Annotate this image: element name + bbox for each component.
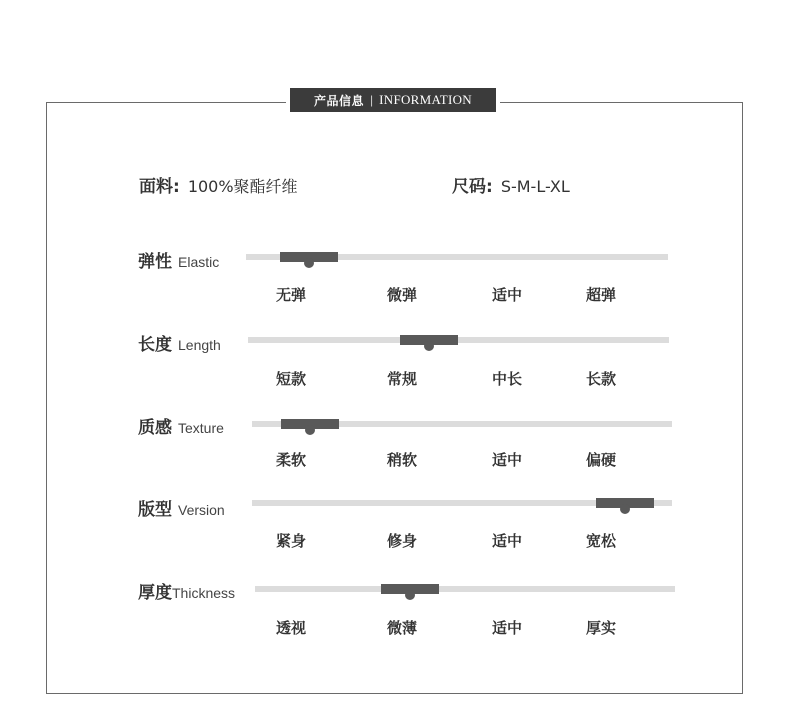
option-label: 适中 (492, 619, 523, 637)
fabric-label: 面料: (139, 177, 180, 197)
attribute-label-version (138, 495, 225, 520)
thickness-track (255, 586, 675, 592)
option-label: 无弹 (276, 286, 307, 304)
option-label: 稍软 (387, 451, 418, 469)
option-label: 适中 (492, 532, 523, 550)
attribute-label-texture (138, 413, 224, 438)
elastic-track (246, 254, 668, 260)
texture-marker (281, 419, 339, 429)
attribute-label-en: Elastic (178, 254, 220, 270)
texture-track (252, 421, 672, 427)
attribute-label-cn: 弹性 (138, 252, 172, 272)
attribute-label-en: Thickness (172, 585, 236, 601)
attribute-label-elastic (138, 247, 219, 272)
option-label: 透视 (276, 619, 307, 637)
attribute-label-cn: 版型 (138, 500, 172, 520)
option-label: 常规 (387, 370, 418, 388)
attribute-label-cn: 质感 (138, 418, 172, 438)
version-marker (596, 498, 654, 508)
marker-dot (620, 504, 630, 514)
marker-dot (405, 590, 415, 600)
attribute-label-en: Length (178, 337, 221, 353)
section-header (290, 88, 496, 112)
option-label: 柔软 (276, 451, 307, 469)
option-label: 适中 (492, 286, 523, 304)
option-label: 紧身 (276, 532, 307, 550)
header-title-cn: 产品信息 (314, 93, 365, 108)
marker-dot (305, 425, 315, 435)
attribute-label-thickness (138, 578, 235, 603)
version-track (252, 500, 672, 506)
length-marker (400, 335, 458, 345)
attribute-label-en: Texture (178, 420, 224, 436)
size-info (452, 172, 570, 197)
attribute-label-cn: 厚度 (138, 583, 172, 603)
length-track (248, 337, 669, 343)
elastic-marker (280, 252, 338, 262)
option-label: 短款 (276, 370, 307, 388)
header-title-en: INFORMATION (379, 92, 472, 107)
fabric-value: 100%聚酯纤维 (187, 177, 298, 196)
option-label: 修身 (387, 532, 418, 550)
option-label: 偏硬 (586, 451, 617, 469)
option-label: 超弹 (586, 286, 617, 304)
option-label: 适中 (492, 451, 523, 469)
attribute-label-en: Version (178, 502, 225, 518)
option-label: 宽松 (586, 532, 617, 550)
marker-dot (304, 258, 314, 268)
marker-dot (424, 341, 434, 351)
fabric-info (139, 172, 298, 197)
attribute-label-length (138, 330, 221, 355)
option-label: 中长 (492, 370, 523, 388)
size-value: S-M-L-XL (500, 177, 570, 196)
option-label: 微薄 (387, 619, 418, 637)
size-label: 尺码: (452, 177, 493, 197)
header-separator: | (370, 93, 374, 107)
option-label: 微弹 (387, 286, 418, 304)
attribute-label-cn: 长度 (138, 335, 172, 355)
option-label: 厚实 (586, 619, 617, 637)
option-label: 长款 (586, 370, 617, 388)
thickness-marker (381, 584, 439, 594)
